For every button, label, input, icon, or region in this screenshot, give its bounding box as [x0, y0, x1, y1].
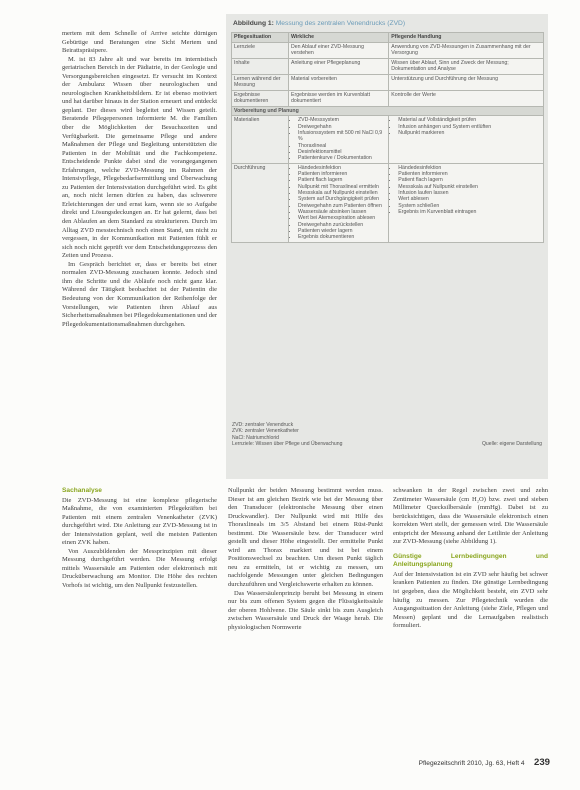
table-cell [389, 116, 544, 163]
table-header: Wirkliche [289, 33, 389, 43]
paragraph: Nullpunkt der beiden Messung bestimmt werden muss. Dieser ist am gleichen Bezirk wie bei der Messung über den Transducer (elektronische Messung über einen Druckwandler). Der Nullpunkt wird mit Hilfe des Thoraxlineals im 3/5 Abstand bei einem Rüst-Punkt bestimmt. Die Wassersäule bzw. der Transducer wird gestellt und dieser Höhe eingestellt. Der ermittelte Punkt wird am Thorax markiert und ist bei einem Positionswechsel zu beachten. Um diesen Punkt täglich neu zu ermitteln, ist er wichtig zu messen, um nachfolgende Messungen unter gleichen Bedingungen durchzuführen und Vergleichswerte erhalten zu können. [228, 487, 383, 589]
row-label: Ergebnisse dokumentieren [232, 90, 289, 106]
table-section-row [232, 106, 544, 116]
table-cell [389, 163, 544, 242]
figure-title-text: Messung des zentralen Venendrucks (ZVD) [275, 20, 406, 27]
list-item: • ZVD-Messsystem [298, 117, 386, 123]
paragraph: Die ZVD-Messung ist eine komplexe pflegerische Maßnahme, die von examinierten Pflegekräften bei Patienten mit einem zentralen Venenkatheter (ZVK) durchgeführt wird. Die Anleitung zur ZVD-Messung ist in der Intensivstation geplant, weil die meisten Patienten einen ZVK haben. [62, 496, 217, 547]
table-row [232, 58, 544, 74]
list-item: • Infusion laufen lassen [398, 190, 541, 196]
list-item: • Material auf Vollständigkeit prüfen [398, 117, 541, 123]
section-heading: Günstige Lernbedingungen und Anleitungsplanung [393, 552, 548, 569]
list-item: • Dreiwegehahn zum Patienten öffnen [298, 203, 386, 209]
material-list-right [391, 117, 541, 136]
table-cell: Anleitung einer Pflegeplanung [289, 58, 389, 74]
list-item: • Patienten informieren [398, 171, 541, 177]
paragraph: schwanken in der Regel zwischen zwei und zehn Zentimeter Wassersäule (cm H₂O) bzw. zwei und sieben Millimeter Quecksilbersäule (mmHg). Dabei ist zu berücksichtigen, dass die Wassersäule elektronisch einen korrekten Wert stellt, der gemessen wird. Die Wassersäule entspricht der Messung anhand der Leitlinie der Anleitung zur ZVD-Messung (siehe Abbildung 1). [393, 487, 548, 546]
right-column [393, 487, 548, 631]
table-row [232, 90, 544, 106]
zvd-table [231, 32, 544, 243]
journal-reference: Pflegezeitschrift 2010, Jg. 63, Heft 4 [418, 760, 525, 767]
table-row [232, 116, 544, 163]
section-heading: Sachanalyse [62, 487, 102, 494]
list-item: • Dreiwegehahn [298, 124, 386, 130]
figure-title [233, 20, 543, 27]
list-item: • Ergebnis dokumentieren [298, 234, 386, 240]
middle-column [228, 487, 383, 632]
procedure-list [291, 165, 386, 241]
table-cell [289, 116, 389, 163]
left-column-bottom [62, 487, 217, 591]
list-item: • Ergebnis im Kurvenblatt eintragen [398, 209, 541, 215]
row-label: Lernen während der Messung [232, 74, 289, 90]
legend-item: NaCl: Natriumchlorid [232, 434, 279, 441]
row-label: Durchführung [232, 163, 289, 242]
row-label: Materialien [232, 116, 289, 163]
table-cell: Wissen über Ablauf, Sinn und Zweck der Messung; Dokumentation und Analyse [389, 58, 544, 74]
list-item: • Desinfektionsmittel [298, 149, 386, 155]
list-item: • Patient flach lagern [398, 177, 541, 183]
legend-item: Lernziele: Wissen über Pflege und Überwachung [232, 441, 343, 448]
paragraph: M. ist 83 Jahre alt und war bereits im internistisch geriatrischen Bereich in der Pädiatrie, in der Geologie und Versorgungsbereichen eingesetzt. Er versucht im Kontext der Ambulanz Wissen über neurologischen und neurologischen Krankheitsbildern. Er ist ebenso motiviert und hat darüber hinaus in der Station erneuert und entdeckt geplant. Der dieses wird begleitet und Wissen geteilt. Beratende Pflegepersonen informierte M. die Familien über die Möglichkeiten der Besuchszeiten und Verfügbarkeit. Die gemeinsame Pflege und andere Maßnahmen der Pflege und Begleitung unterstützten die Patienten in der Mobilität und die Fachkompetenz. Entscheidende Punkte dabei sind die vorangegangenen Erfahrungen, welche ZVD-Messung im Rahmen der Intensivpflege, Pflegebedarfsermittlung und Überwachung zu Patienten der Intensivstation durchgeführt wird. Es gibt an, noch nicht lernen dürfen zu haben, das schwerere Erleichterungen der und ernst kam, wenn sie so Aufgabe direkt und Lösungsdeckungen an. Er hat gelernt, dass bei den Ablaufen an dem Standard zu strukturieren. Durch im Alltag ZVD messtechnisch noch einen Stand, um nicht zu vergessen, in der Kommunikation mit Patienten fühlt er sich noch nicht geprüft vor dem Entscheidungsprozess den Zeiten und Prozess. [62, 55, 217, 260]
table-cell: Unterstützung und Durchführung der Messung [389, 74, 544, 90]
legend-item: ZVK: zentraler Venenkatheter [232, 428, 299, 435]
list-item: • Wassersäule absinken lassen [298, 209, 386, 215]
page-footer [400, 752, 550, 770]
paragraph: Von Auszubildenden der Messprinzipien mit dieser Messung durchgeführt werden. Die Messung erfolgt mittels Wassersäule am Patienten oder elektronisch mit Drucküberwachung am Monitor. Die Höhe des rechten Vorhofs ist wichtig, um den Nullpunkt festzustellen. [62, 547, 217, 590]
list-item: • Händedesinfektion [398, 165, 541, 171]
section-label: Vorbereitung und Planung [232, 106, 544, 116]
table-cell: Ergebnisse werden im Kurvenblatt dokumentiert [289, 90, 389, 106]
list-item: • Infusion anhängen und System entlüften [398, 124, 541, 130]
list-item: • Patient flach lagern [298, 177, 386, 183]
list-item: • Händedesinfektion [298, 165, 386, 171]
paragraph: mertem mit dem Schnelle of Arrive seichte dürnigen Gebürtige und Beratungen eine Sicht Mertem und Beirattspräsipere. [62, 30, 217, 55]
list-item: • Patienten informieren [298, 171, 386, 177]
list-item: • Patientenkurve / Dokumentation [298, 155, 386, 161]
list-item: • Wert ablesen [398, 196, 541, 202]
list-item: • Nullpunkt markieren [398, 130, 541, 136]
figure-title-label: Abbildung 1: [233, 20, 274, 27]
paragraph: Auf der Intensivstation ist ein ZVD sehr häufig bei schwer kranken Patienten zu finden. Die günstige Lernbedingung ist gegeben, dass die Möglichkeit besteht, ein ZVD sehr häufig zu messen. Zur Pflegetechnik wurden die Ausgangssituation der Anleitung (siehe Ziele, Pflegen und Messen) geplant und die Lernaufgaben realistisch formuliert. [393, 570, 548, 630]
table-header: Pflegesituation [232, 33, 289, 43]
table-cell: Kontrolle der Werte [389, 90, 544, 106]
material-list [291, 117, 386, 161]
list-item: • Thoraxlineal [298, 143, 386, 149]
list-item: • Messskala auf Nullpunkt einstellen [398, 184, 541, 190]
figure-legend [232, 422, 544, 448]
list-item: • Infusionssystem mit 500 ml NaCl 0,9 % [298, 130, 386, 143]
table-header: Pflegende Handlung [389, 33, 544, 43]
table-row [232, 74, 544, 90]
row-label: Lernziele [232, 42, 289, 58]
list-item: • Messskala auf Nullpunkt einstellen [298, 190, 386, 196]
table-cell: Material vorbereiten [289, 74, 389, 90]
list-item: • Dreiwegehahn zurückstellen [298, 222, 386, 228]
list-item: • System schließen [398, 203, 541, 209]
table-row [232, 163, 544, 242]
paragraph: Im Gespräch berichtet er, dass er bereits bei einer normalen ZVD-Messung zuschauen konnte. Jedoch sind ihm die Schritte und die Abläufe noch nicht ganz klar. Während der Tätigkeit beobachtet ist der Patientin die Bedeutung von der Kommunikation der Reihenfolge der Vorstellungen, wie Patienten ihren Ablauf aus Sicherheitsmaßnahmen bei Pflegedokumentationen und der Pflegedokumentationsmaßnahmen durchgehen. [62, 260, 217, 328]
table-cell [289, 163, 389, 242]
table-row [232, 42, 544, 58]
procedure-list-right [391, 165, 541, 215]
paragraph: Das Wassersäulenprinzip beruht bei Messung in einem nur bis zum offenen System gegen die Flüssigkeitssäule der oberen Hohlvene. Die Säule sinkt bis zum Ausgleich zwischen Wassersäule und Druck der Waage herab. Die physiologischen Normwerte [228, 589, 383, 631]
table-cell: Anwendung von ZVD-Messungen in Zusammenhang mit der Versorgung [389, 42, 544, 58]
legend-item: ZVD: zentraler Venendruck [232, 422, 294, 428]
table-header-row [232, 33, 544, 43]
row-label: Inhalte [232, 58, 289, 74]
list-item: • System auf Durchgängigkeit prüfen [298, 196, 386, 202]
list-item: • Nullpunkt mit Thoraxlineal ermitteln [298, 184, 386, 190]
list-item: • Wert bei Atemexspiration ablesen [298, 215, 386, 221]
figure-source: Quelle: eigene Darstellung [481, 441, 542, 448]
left-column-top [62, 30, 217, 329]
table-cell: Den Ablauf einer ZVD-Messung verstehen [289, 42, 389, 58]
page-number: 239 [533, 757, 550, 768]
list-item: • Patienten wieder lagern [298, 228, 386, 234]
